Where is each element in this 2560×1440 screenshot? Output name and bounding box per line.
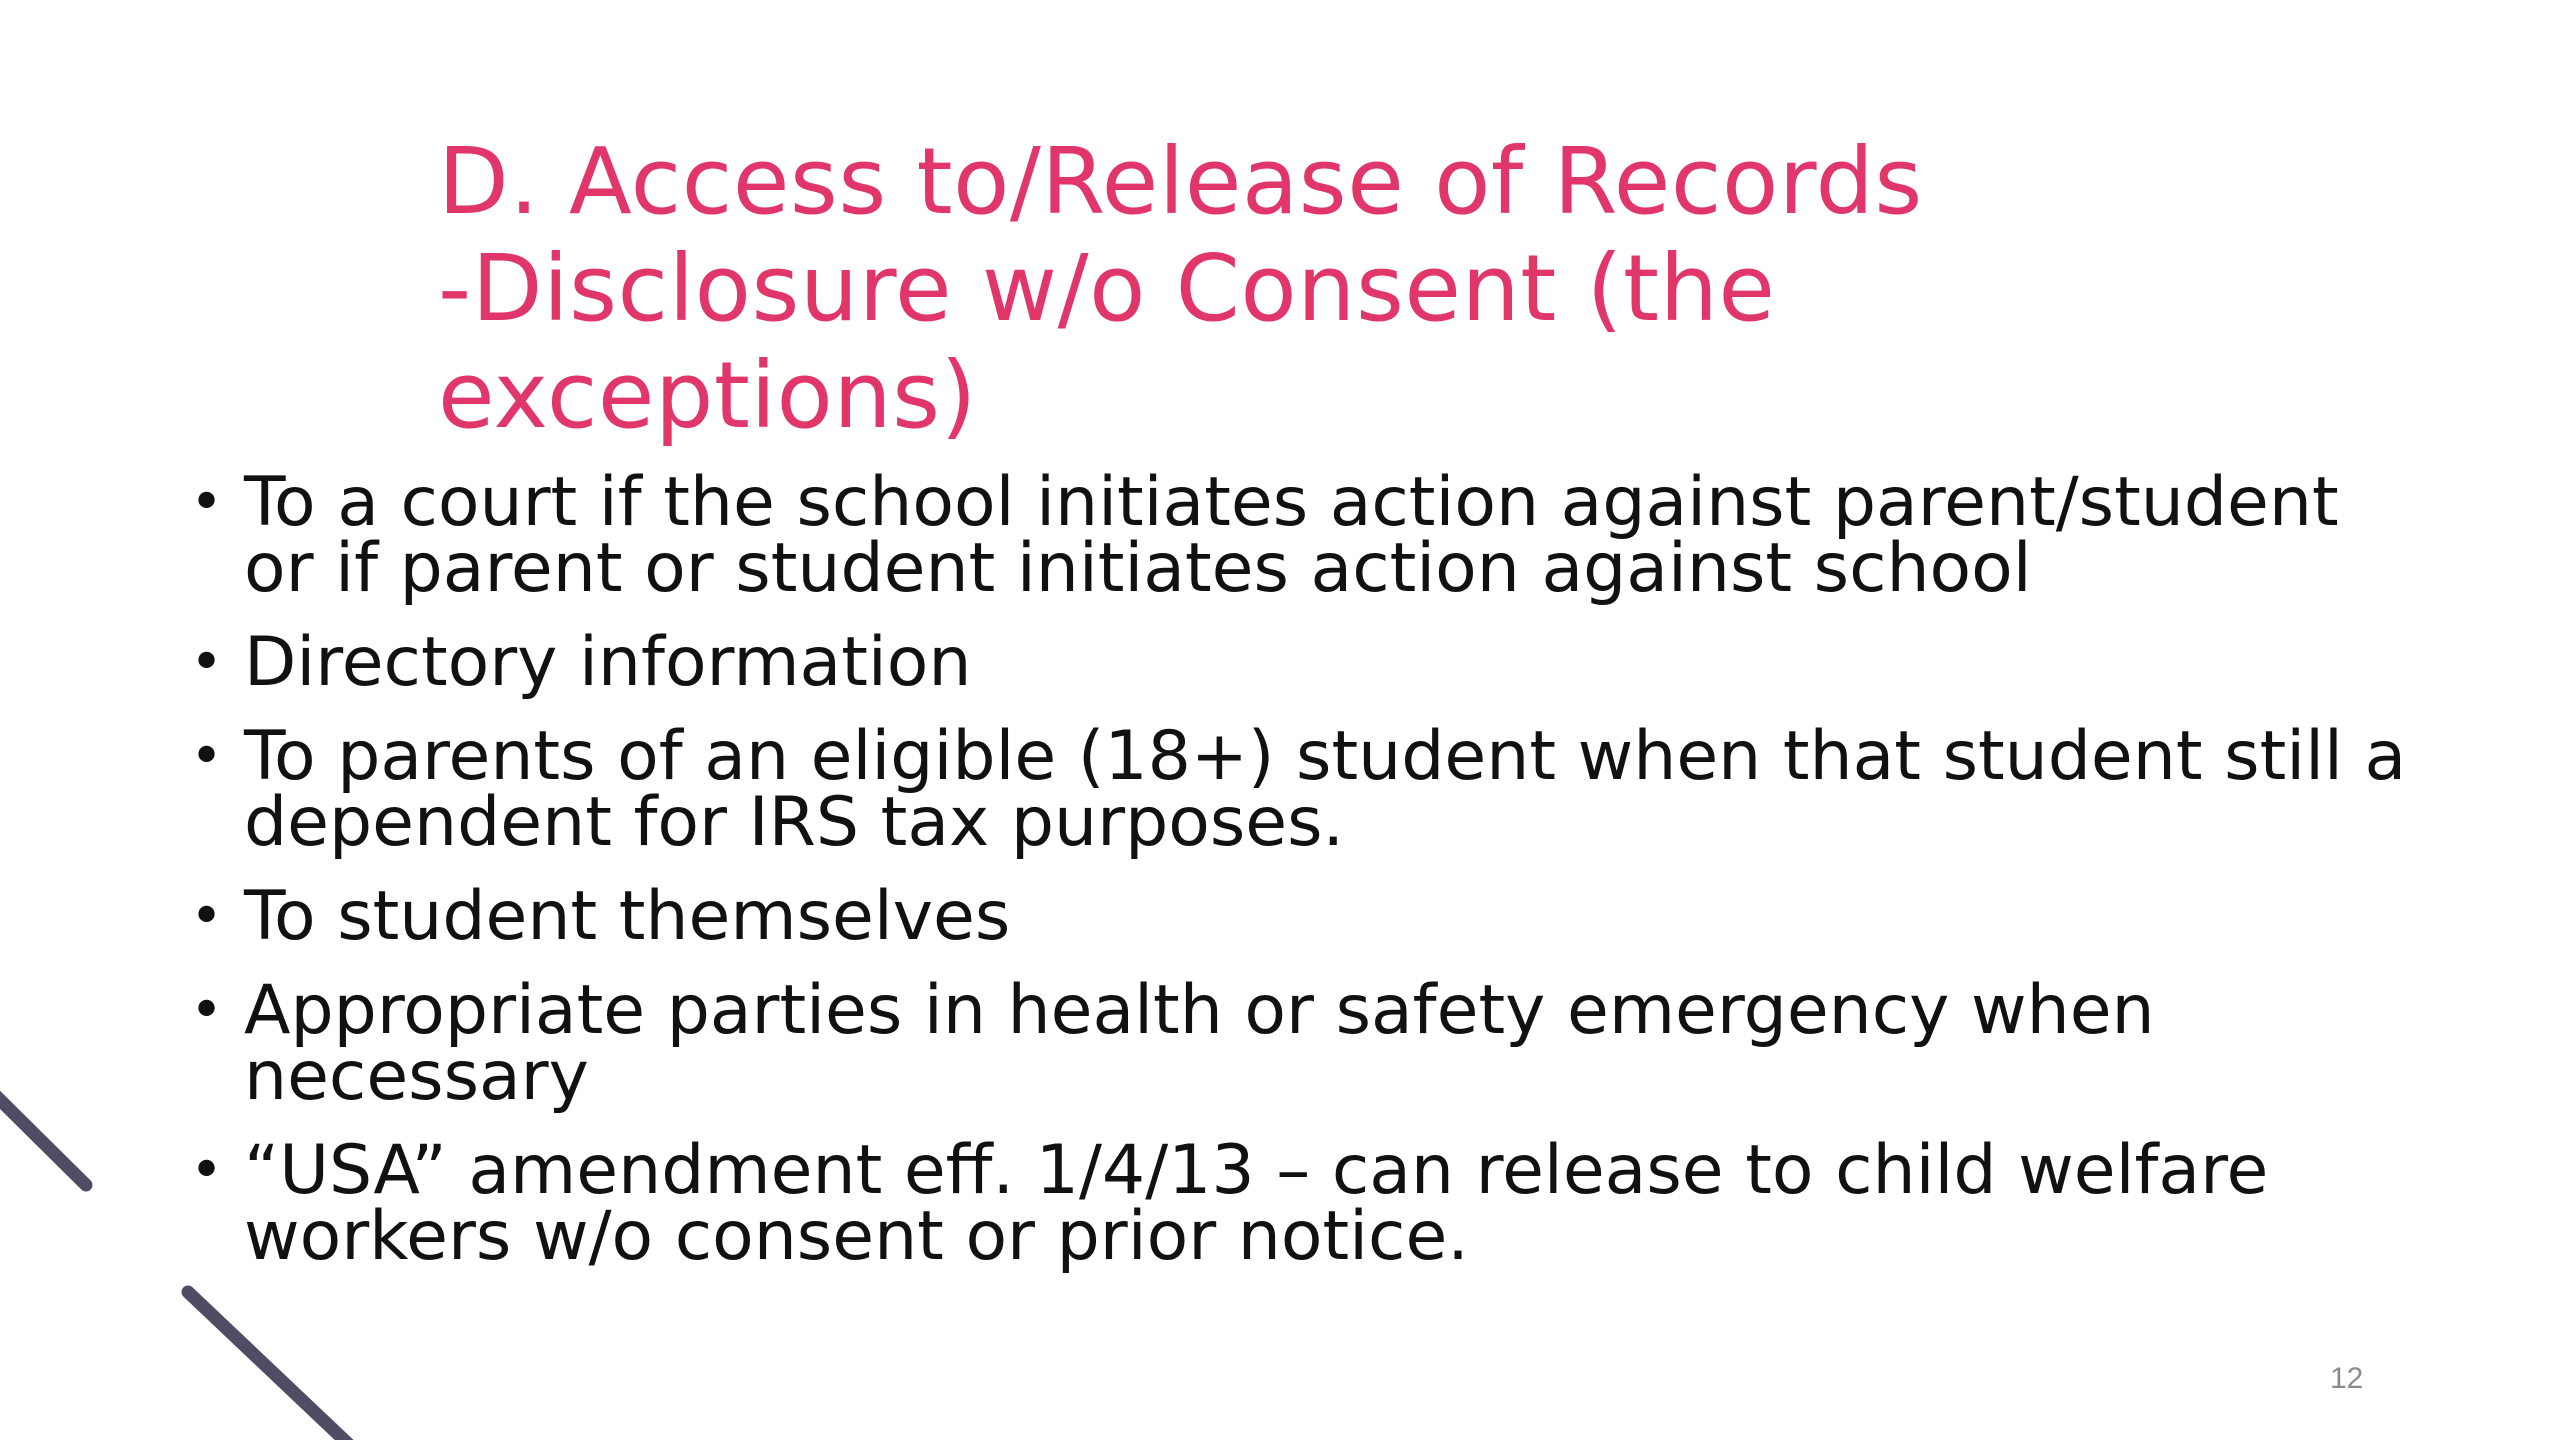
slide-title — [438, 128, 2138, 449]
bullet-item-directory — [190, 623, 2390, 702]
bullet-text-line: “USA” amendment eff. 1/4/13 – can release to child welfare — [244, 1131, 2269, 1210]
decorative-line-lower — [188, 1292, 360, 1440]
bullet-item-usa-amendment — [190, 1131, 2390, 1276]
bullet-list — [190, 463, 2407, 1298]
decorative-line-upper — [0, 1090, 86, 1185]
bullet-item-parents — [190, 717, 2407, 862]
bullet-dot: • — [190, 978, 224, 1043]
bullet-text-line: To parents of an eligible (18+) student when that student still a — [244, 717, 2407, 796]
bullet-dot: • — [190, 884, 224, 949]
bullet-item-court — [190, 463, 2390, 608]
title-line-2: -Disclosure w/o Consent (the — [438, 235, 1776, 342]
bullet-text-line: Directory information — [244, 623, 972, 702]
bullet-text-line: dependent for IRS tax purposes. — [244, 783, 1345, 862]
bullet-text-line: To a court if the school initiates action against parent/student — [244, 463, 2339, 542]
title-line-3: exceptions) — [438, 342, 977, 449]
bullet-item-emergency — [190, 971, 2390, 1116]
bullet-dot: • — [190, 630, 224, 695]
page-number: 12 — [2330, 1362, 2364, 1395]
bullet-text-line: necessary — [244, 1037, 589, 1116]
bullet-dot: • — [190, 470, 224, 535]
bullet-text-line: or if parent or student initiates action against school — [244, 529, 2032, 608]
bullet-item-student — [190, 877, 2390, 956]
bullet-text-line: Appropriate parties in health or safety emergency when — [244, 971, 2155, 1050]
bullet-text-line: To student themselves — [244, 877, 1011, 956]
bullet-text-line: workers w/o consent or prior notice. — [244, 1197, 1469, 1276]
title-line-1: D. Access to/Release of Records — [438, 128, 1923, 235]
bullet-dot: • — [190, 724, 224, 789]
bullet-dot: • — [190, 1138, 224, 1203]
